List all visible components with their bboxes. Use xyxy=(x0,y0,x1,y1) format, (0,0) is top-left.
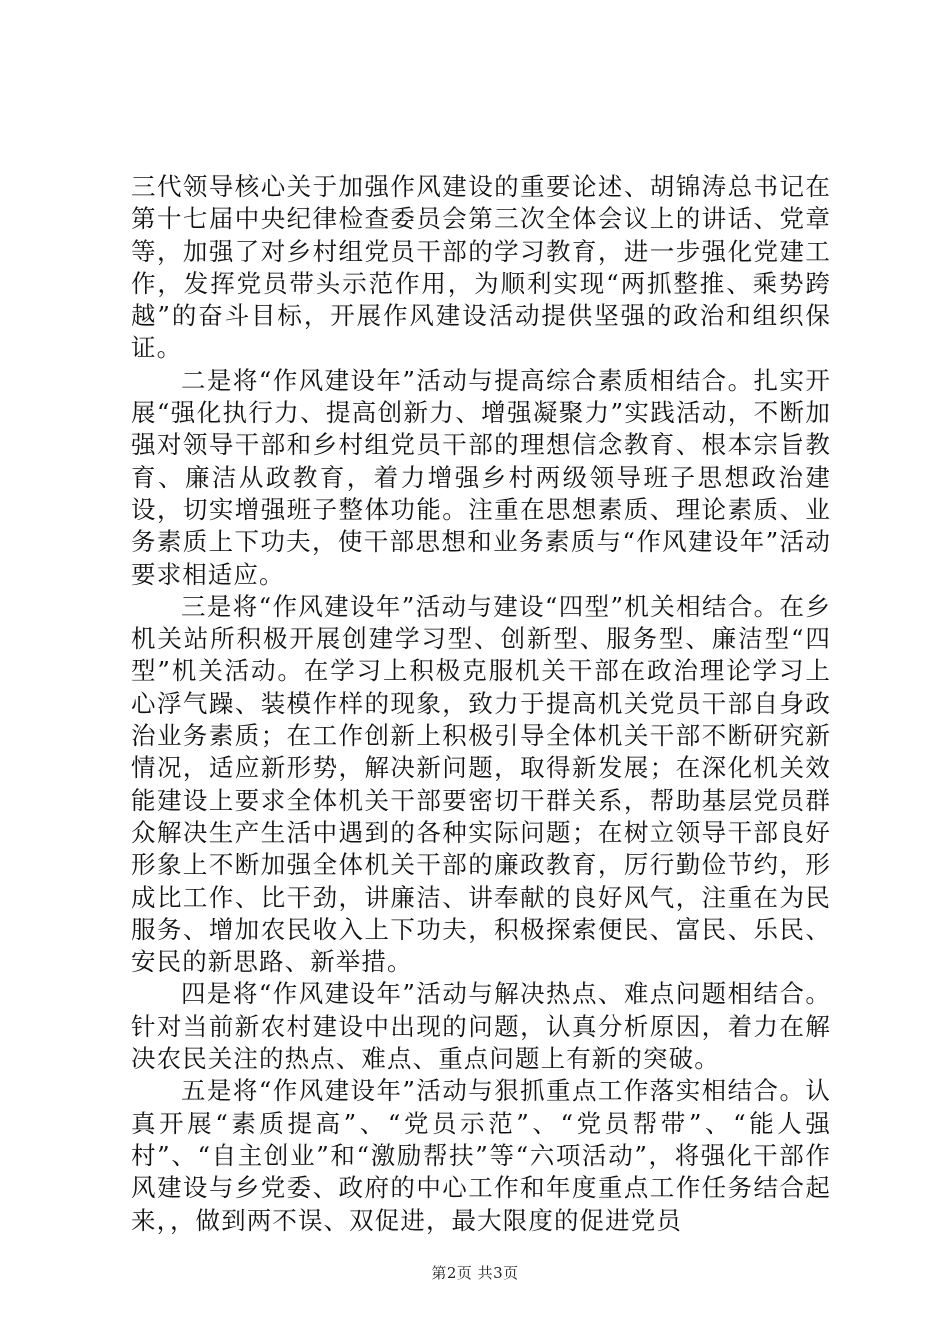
paragraph-5: 五是将“作风建设年”活动与狠抓重点工作落实相结合。认真开展“素质提高”、“党员示范”、“党员帮带”、“能人强村”、“自主创业”和“激励帮扶”等“六项活动”，将强化干部作风建设与乡党委、政府的中心工作和年度重点工作任务结合起来，，做到两不误、双促进，最大限度的促进党员 xyxy=(131,1076,831,1235)
paragraph-2: 二是将“作风建设年”活动与提高综合素质相结合。扎实开展“强化执行力、提高创新力、增强凝聚力”实践活动，不断加强对领导干部和乡村组党员干部的理想信念教育、根本宗旨教育、廉洁从政教育，着力增强乡村两级领导班子思想政治建设，切实增强班子整体功能。注重在思想素质、理论素质、业务素质上下功夫，使干部思想和业务素质与“作风建设年”活动要求相适应。 xyxy=(131,365,831,589)
page-footer: 第2页 共3页 xyxy=(431,1264,519,1282)
paragraph-3: 三是将“作风建设年”活动与建设“四型”机关相结合。在乡机关站所积极开展创建学习型、创新型、服务型、廉洁型“四型”机关活动。在学习上积极克服机关干部在政治理论学习上心浮气躁、装模作样的现象，致力于提高机关党员干部自身政治业务素质；在工作创新上积极引导全体机关干部不断研究新情况，适应新形势，解决新问题，取得新发展；在深化机关效能建设上要求全体机关干部要密切干群关系，帮助基层党员群众解决生产生活中遇到的各种实际问题；在树立领导干部良好形象上不断加强全体机关干部的廉政教育，厉行勤俭节约，形成比工作、比干劲，讲廉洁、讲奉献的良好风气，注重在为民服务、增加农民收入上下功夫，积极探索便民、富民、乐民、安民的新思路、新举措。 xyxy=(131,591,831,977)
paragraph-1: 三代领导核心关于加强作风建设的重要论述、胡锦涛总书记在第十七届中央纪律检查委员会第三次全体会议上的讲话、党章等，加强了对乡村组党员干部的学习教育，进一步强化党建工作，发挥党员带头示范作用，为顺利实现“两抓整推、乘势跨越”的奋斗目标，开展作风建设活动提供坚强的政治和组织保证。 xyxy=(131,172,831,363)
document-body xyxy=(131,171,831,1237)
paragraph-4: 四是将“作风建设年”活动与解决热点、难点问题相结合。针对当前新农村建设中出现的问题，认真分析原因，着力在解决农民关注的热点、难点、重点问题上有新的突破。 xyxy=(131,979,831,1074)
